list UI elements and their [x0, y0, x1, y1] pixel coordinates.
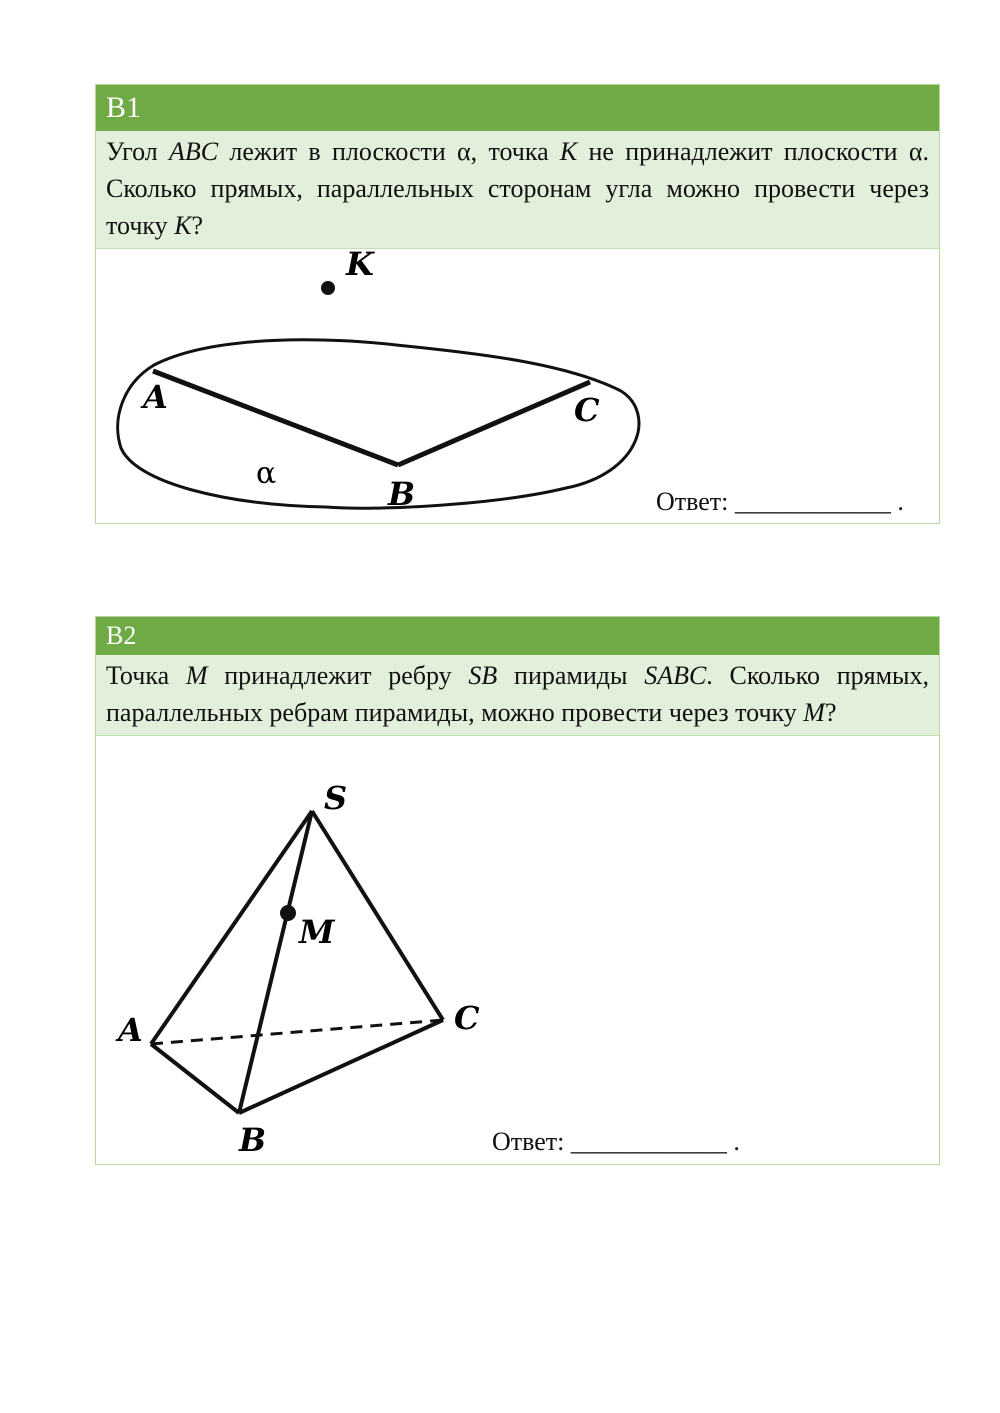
task-b2-answer[interactable]: Ответ: ____________ .	[492, 1127, 740, 1156]
label-alpha: α	[256, 456, 277, 491]
task-b2-figure	[96, 771, 516, 1166]
task-b1-question: Угол ABC лежит в плоскости α, точка K не принадлежит плоскости α. Сколько прямых, параллельных сторонам угла можно провести через точку K?	[96, 131, 939, 249]
task-b2	[95, 616, 940, 1165]
segment-ab	[153, 371, 398, 465]
label-a: A	[118, 1011, 143, 1049]
task-b1-number: B1	[96, 85, 939, 131]
label-b: B	[388, 475, 416, 513]
label-m: M	[299, 913, 335, 951]
point-k	[321, 281, 335, 295]
edge-ab	[151, 1044, 239, 1113]
label-c: C	[454, 999, 480, 1037]
edge-bc	[239, 1020, 443, 1113]
segment-bc	[398, 382, 590, 465]
label-c: C	[574, 391, 600, 429]
task-b1-answer[interactable]: Ответ: ____________ .	[656, 487, 904, 516]
label-k: K	[346, 245, 374, 283]
edge-sb	[239, 811, 312, 1113]
task-b1	[95, 84, 940, 524]
point-m	[280, 905, 296, 921]
task-b1-figure	[96, 243, 656, 523]
label-s: S	[324, 779, 348, 817]
task-b2-number: B2	[96, 617, 939, 655]
edge-sa	[151, 811, 312, 1044]
label-b: B	[239, 1121, 267, 1159]
plane-alpha-outline	[118, 340, 639, 508]
label-a: A	[143, 378, 168, 416]
task-b2-question: Точка M принадлежит ребру SB пирамиды SABC. Сколько прямых, параллельных ребрам пирамиды, можно провести через точку M?	[96, 655, 939, 736]
